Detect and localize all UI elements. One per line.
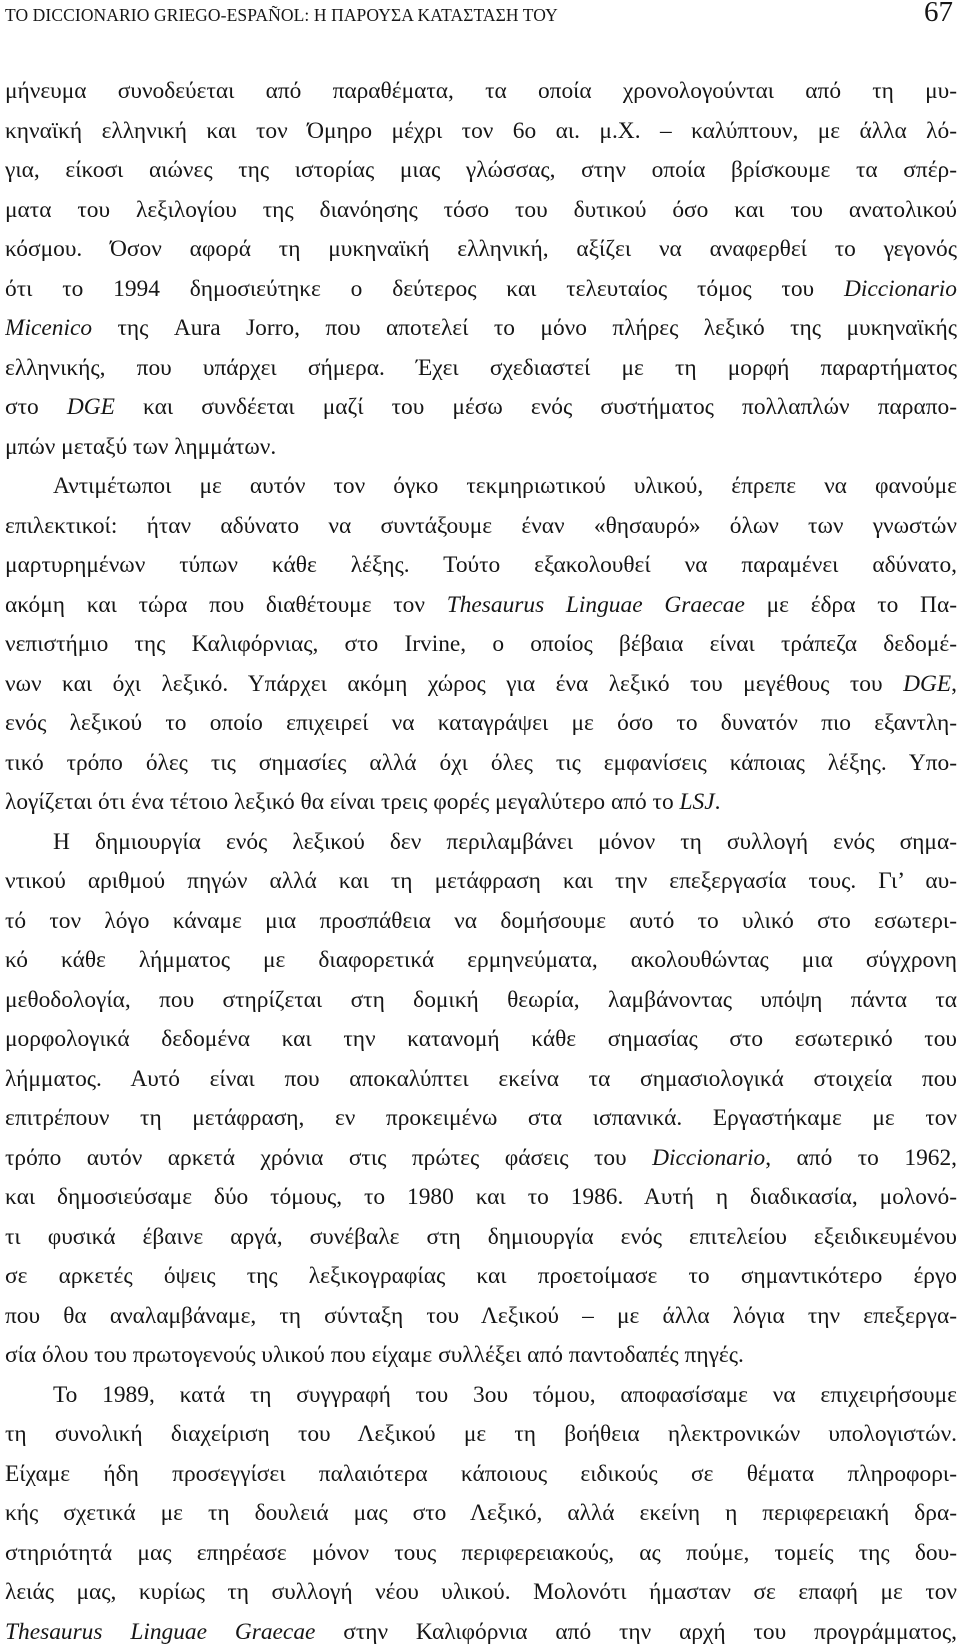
text-segment: τι φυσικά έβαινε αργά, συνέβαλε στη δημιουργία ενός επιτελείου εξειδικευμένου <box>5 1224 957 1250</box>
text-segment: κό κάθε λήμματος με διαφορετικά ερμηνεύματα, ακολουθώντας μια σύγχρονη <box>5 947 957 973</box>
text-segment: επιτρέπουν τη μετάφραση, εν προκειμένω στα ισπανικά. Εργαστήκαμε με τον <box>5 1105 957 1131</box>
italic-text: DGE <box>67 394 115 420</box>
text-segment: ματα του λεξιλογίου της διανόησης τόσο του δυτικού όσο και του ανατολικού <box>5 197 957 223</box>
text-segment: τρόπο αυτόν αρκετά χρόνια στις πρώτες φάσεις του <box>5 1145 652 1171</box>
text-line <box>5 1218 957 1258</box>
body-text <box>5 72 957 1652</box>
text-line <box>5 546 957 586</box>
text-segment: μεθοδολογία, που στηρίζεται στη δομική θεωρία, λαμβάνοντας υπόψη πάντα τα <box>5 987 957 1013</box>
text-segment: . <box>715 789 721 815</box>
text-line <box>5 428 957 468</box>
text-line <box>5 1139 957 1179</box>
text-segment: Η δημιουργία ενός λεξικού δεν περιλαμβάνει μόνον τη συλλογή ενός σημα- <box>53 829 957 855</box>
text-line <box>5 862 957 902</box>
text-segment: λήμματος. Αυτό είναι που αποκαλύπτει εκείνα τα σημασιολογικά στοιχεία που <box>5 1066 957 1092</box>
text-line <box>5 704 957 744</box>
text-segment: ελληνικής, που υπάρχει σήμερα. Έχει σχεδιαστεί με τη μορφή παραρτήματος <box>5 355 957 381</box>
text-line <box>5 72 957 112</box>
text-segment: κόσμου. Όσον αφορά τη μυκηναϊκή ελληνική, αξίζει να αναφερθεί το γεγονός <box>5 236 957 262</box>
text-line <box>5 1257 957 1297</box>
text-segment: νεπιστήμιο της Καλιφόρνιας, στο Irvine, ο οποίος βέβαια είναι τράπεζα δεδομέ- <box>5 631 957 657</box>
text-segment: σία όλου του πρωτογενούς υλικού που είχαμε συλλέξει από παντοδαπές πηγές. <box>5 1342 744 1368</box>
text-line <box>5 1455 957 1495</box>
text-segment: στην Καλιφόρνια από την αρχή του προγράμματος, <box>315 1619 957 1645</box>
text-segment: Το 1989, κατά τη συγγραφή του 3ου τόμου, αποφασίσαμε να επιχειρήσουμε <box>53 1382 957 1408</box>
text-line <box>5 1613 957 1652</box>
page-number: 67 <box>924 0 953 27</box>
text-line <box>5 902 957 942</box>
text-segment: Αντιμέτωποι με αυτόν τον όγκο τεκμηριωτικού υλικού, έπρεπε να φανούμε <box>53 473 957 499</box>
text-segment: ενός λεξικού το οποίο επιχειρεί να καταγράψει με όσο το δυνατόν πιο εξαντλη- <box>5 710 957 736</box>
text-line <box>5 467 957 507</box>
text-segment: μπών μεταξύ των λημμάτων. <box>5 434 276 460</box>
running-header <box>5 0 957 32</box>
text-segment: τικό τρόπο όλες τις σημασίες αλλά όχι όλες τις εμφανίσεις κάποιας λέξης. Υπο- <box>5 750 957 776</box>
text-segment: τη συνολική διαχείριση του Λεξικού με τη βοήθεια ηλεκτρονικών υπολογιστών. <box>5 1421 957 1447</box>
text-line <box>5 507 957 547</box>
text-line <box>5 270 957 310</box>
text-segment: μορφολογικά δεδομένα και την κατανομή κάθε σημασίας στο εσωτερικό του <box>5 1026 957 1052</box>
text-segment: με έδρα το Πα- <box>745 592 957 618</box>
text-line <box>5 1534 957 1574</box>
text-line <box>5 230 957 270</box>
text-segment: λογίζεται ότι ένα τέτοιο λεξικό θα είναι τρεις φορές μεγαλύτερο από το <box>5 789 680 815</box>
text-segment: Είχαμε ήδη προσεγγίσει παλαιότερα κάποιους ειδικούς σε θέματα πληροφορι- <box>5 1461 957 1487</box>
text-line <box>5 112 957 152</box>
text-segment: , από το 1962, <box>765 1145 957 1171</box>
text-segment: για, είκοσι αιώνες της ιστορίας μιας γλώσσας, στην οποία βρίσκουμε τα σπέρ- <box>5 157 957 183</box>
text-line <box>5 665 957 705</box>
italic-text: Thesaurus Linguae Graecae <box>5 1619 315 1645</box>
running-title: ΤΟ DICCIONARIO GRIEGO-ESPAÑOL: Η ΠΑΡΟΥΣΑ ΚΑΤΑΣΤΑΣΗ ΤΟΥ <box>5 5 558 26</box>
italic-text: Thesaurus Linguae Graecae <box>447 592 745 618</box>
text-line <box>5 1178 957 1218</box>
text-segment: ντικού αριθμού πηγών αλλά και τη μετάφραση και την επεξεργασία τους. Γι’ αυ- <box>5 868 957 894</box>
text-line <box>5 309 957 349</box>
italic-text: Diccionario <box>652 1145 765 1171</box>
text-segment: και συνδέεται μαζί του μέσω ενός συστήματος πολλαπλών παραπο- <box>115 394 957 420</box>
text-line <box>5 151 957 191</box>
text-segment: στηριότητά μας επηρέασε μόνον τους περιφερειακούς, ας πούμε, τομείς της δου- <box>5 1540 957 1566</box>
text-segment: μαρτυρημένων τύπων κάθε λέξης. Τούτο εξακολουθεί να παραμένει αδύνατο, <box>5 552 957 578</box>
text-segment: κής σχετικά με τη δουλειά μας στο Λεξικό, αλλά εκείνη η περιφερειακή δρα- <box>5 1500 957 1526</box>
text-line <box>5 981 957 1021</box>
italic-text: Micenico <box>5 315 92 341</box>
text-segment: κηναϊκή ελληνική και τον Όμηρο μέχρι τον 6ο αι. μ.Χ. – καλύπτουν, με άλλα λό- <box>5 118 957 144</box>
text-line <box>5 1573 957 1613</box>
text-line <box>5 1297 957 1337</box>
text-line <box>5 191 957 231</box>
text-line <box>5 744 957 784</box>
text-line <box>5 1060 957 1100</box>
text-line <box>5 1494 957 1534</box>
text-line <box>5 1020 957 1060</box>
text-segment: στο <box>5 394 67 420</box>
text-segment: λειάς μας, κυρίως τη συλλογή νέου υλικού. Μολονότι ήμασταν σε επαφή με τον <box>5 1579 957 1605</box>
text-segment: που θα αναλαμβάναμε, τη σύνταξη του Λεξικού – με άλλα λόγια την επεξεργα- <box>5 1303 957 1329</box>
text-line <box>5 783 957 823</box>
text-segment: επιλεκτικοί: ήταν αδύνατο να συντάξουμε έναν «θησαυρό» όλων των γνωστών <box>5 513 957 539</box>
text-segment: μήνευμα συνοδεύεται από παραθέματα, τα οποία χρονολογούνται από τη μυ- <box>5 78 957 104</box>
text-segment: της Aura Jorro, που αποτελεί το μόνο πλήρες λεξικό της μυκηναϊκής <box>92 315 957 341</box>
text-line <box>5 1336 957 1376</box>
text-segment: ότι το 1994 δημοσιεύτηκε ο δεύτερος και τελευταίος τόμος του <box>5 276 844 302</box>
text-line <box>5 625 957 665</box>
italic-text: DGE <box>903 671 951 697</box>
text-line <box>5 1099 957 1139</box>
italic-text: LSJ <box>680 789 715 815</box>
text-segment: σε αρκετές όψεις της λεξικογραφίας και προετοίμασε το σημαντικότερο έργο <box>5 1263 957 1289</box>
text-segment: ακόμη και τώρα που διαθέτουμε τον <box>5 592 447 618</box>
text-line <box>5 388 957 428</box>
text-line <box>5 1415 957 1455</box>
text-line <box>5 349 957 389</box>
text-line <box>5 823 957 863</box>
text-line <box>5 1376 957 1416</box>
italic-text: Diccionario <box>844 276 957 302</box>
text-line <box>5 941 957 981</box>
text-segment: νων και όχι λεξικό. Υπάρχει ακόμη χώρος για ένα λεξικό του μεγέθους του <box>5 671 903 697</box>
text-segment: , <box>951 671 957 697</box>
text-segment: και δημοσιεύσαμε δύο τόμους, το 1980 και το 1986. Αυτή η διαδικασία, μολονό- <box>5 1184 957 1210</box>
text-line <box>5 586 957 626</box>
text-segment: τό τον λόγο κάναμε μια προσπάθεια να δομήσουμε αυτό το υλικό στο εσωτερι- <box>5 908 957 934</box>
